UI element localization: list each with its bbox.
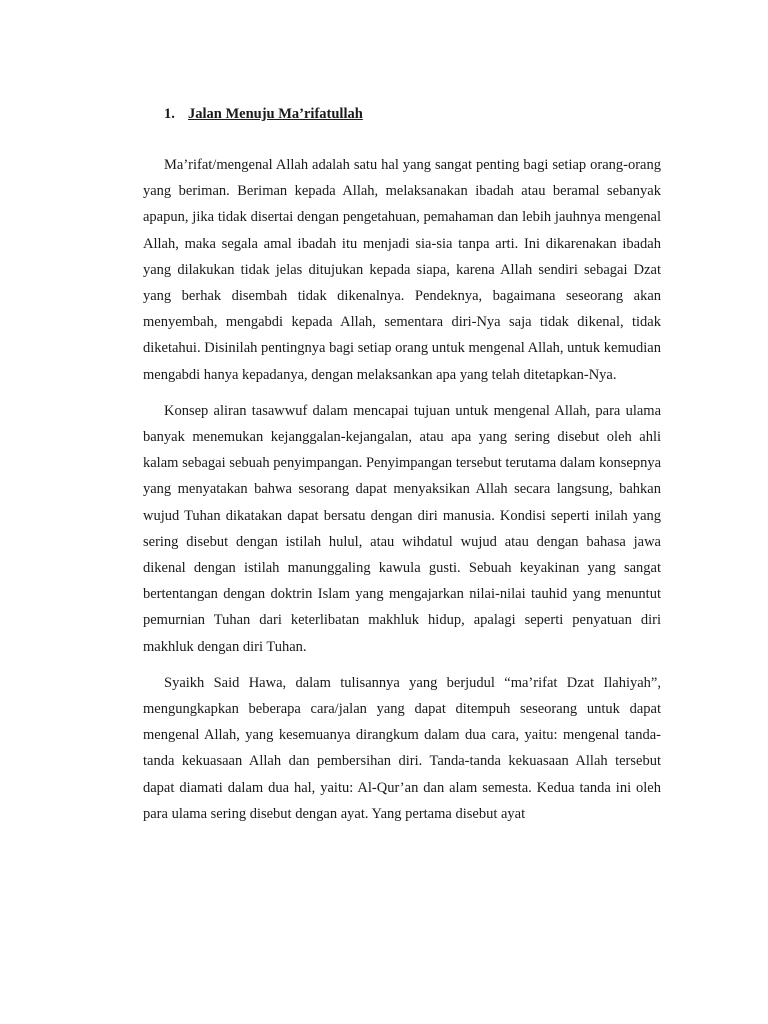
paragraph-3: Syaikh Said Hawa, dalam tulisannya yang berjudul “ma’rifat Dzat Ilahiyah”, mengungkapkan beberapa cara/jalan yang dapat ditempuh seseorang untuk dapat mengenal Allah, yang kesemuanya dirangkum dalam dua cara, yaitu: mengenal tanda-tanda kekuasaan Allah dan pembersihan diri. Tanda-tanda kekuasaan Allah tersebut dapat diamati dalam dua hal, yaitu: Al-Qur’an dan alam semesta. Kedua tanda ini oleh para ulama sering disebut dengan ayat. Yang pertama disebut ayat (143, 674, 661, 822)
section-title: Jalan Menuju Ma’rifatullah (188, 106, 363, 122)
paragraph-1: Ma’rifat/mengenal Allah adalah satu hal yang sangat penting bagi setiap orang-orang yang beriman. Beriman kepada Allah, melaksanakan ibadah atau beramal sebanyak apapun, jika tidak disertai dengan pengetahuan, pemahaman dan lebih jauhnya mengenal Allah, maka segala amal ibadah itu menjadi sia-sia tanpa arti. Ini dikarenakan ibadah yang dilakukan tidak jelas ditujukan kepada siapa, karena Allah sendiri sebagai Dzat yang berhak disembah tidak dikenalnya. Pendeknya, bagaimana seseorang akan menyembah, mengabdi kepada Allah, sementara diri-Nya saja tidak dikenal, tidak diketahui. Disinilah pentingnya bagi setiap orang untuk mengenal Allah, untuk kemudian mengabdi hanya kepadanya, dengan melaksankan apa yang telah ditetapkan-Nya. (143, 157, 661, 383)
paragraph-2: Konsep aliran tasawwuf dalam mencapai tujuan untuk mengenal Allah, para ulama banyak menemukan kejanggalan-kejangalan, atau apa yang sering disebut oleh ahli kalam sebagai sebuah penyimpangan. Penyimpangan tersebut terutama dalam konsepnya yang menyatakan bahwa sesorang dapat menyaksikan Allah secara langsung, bahkan wujud Tuhan dikatakan dapat bersatu dengan diri manusia. Kondisi seperti inilah yang sering disebut dengan istilah hulul, atau wihdatul wujud atau dengan bahasa jawa dikenal dengan istilah manunggaling kawula gusti. Sebuah keyakinan yang sangat bertentangan dengan doktrin Islam yang mengajarkan nilai-nilai tauhid yang menuntut pemurnian Tuhan dari keterlibatan makhluk hidup, apalagi seperti penyatuan diri makhluk dengan diri Tuhan. (143, 402, 661, 655)
section-heading (164, 106, 363, 123)
section-number: 1. (164, 106, 175, 122)
body-text (143, 152, 661, 837)
